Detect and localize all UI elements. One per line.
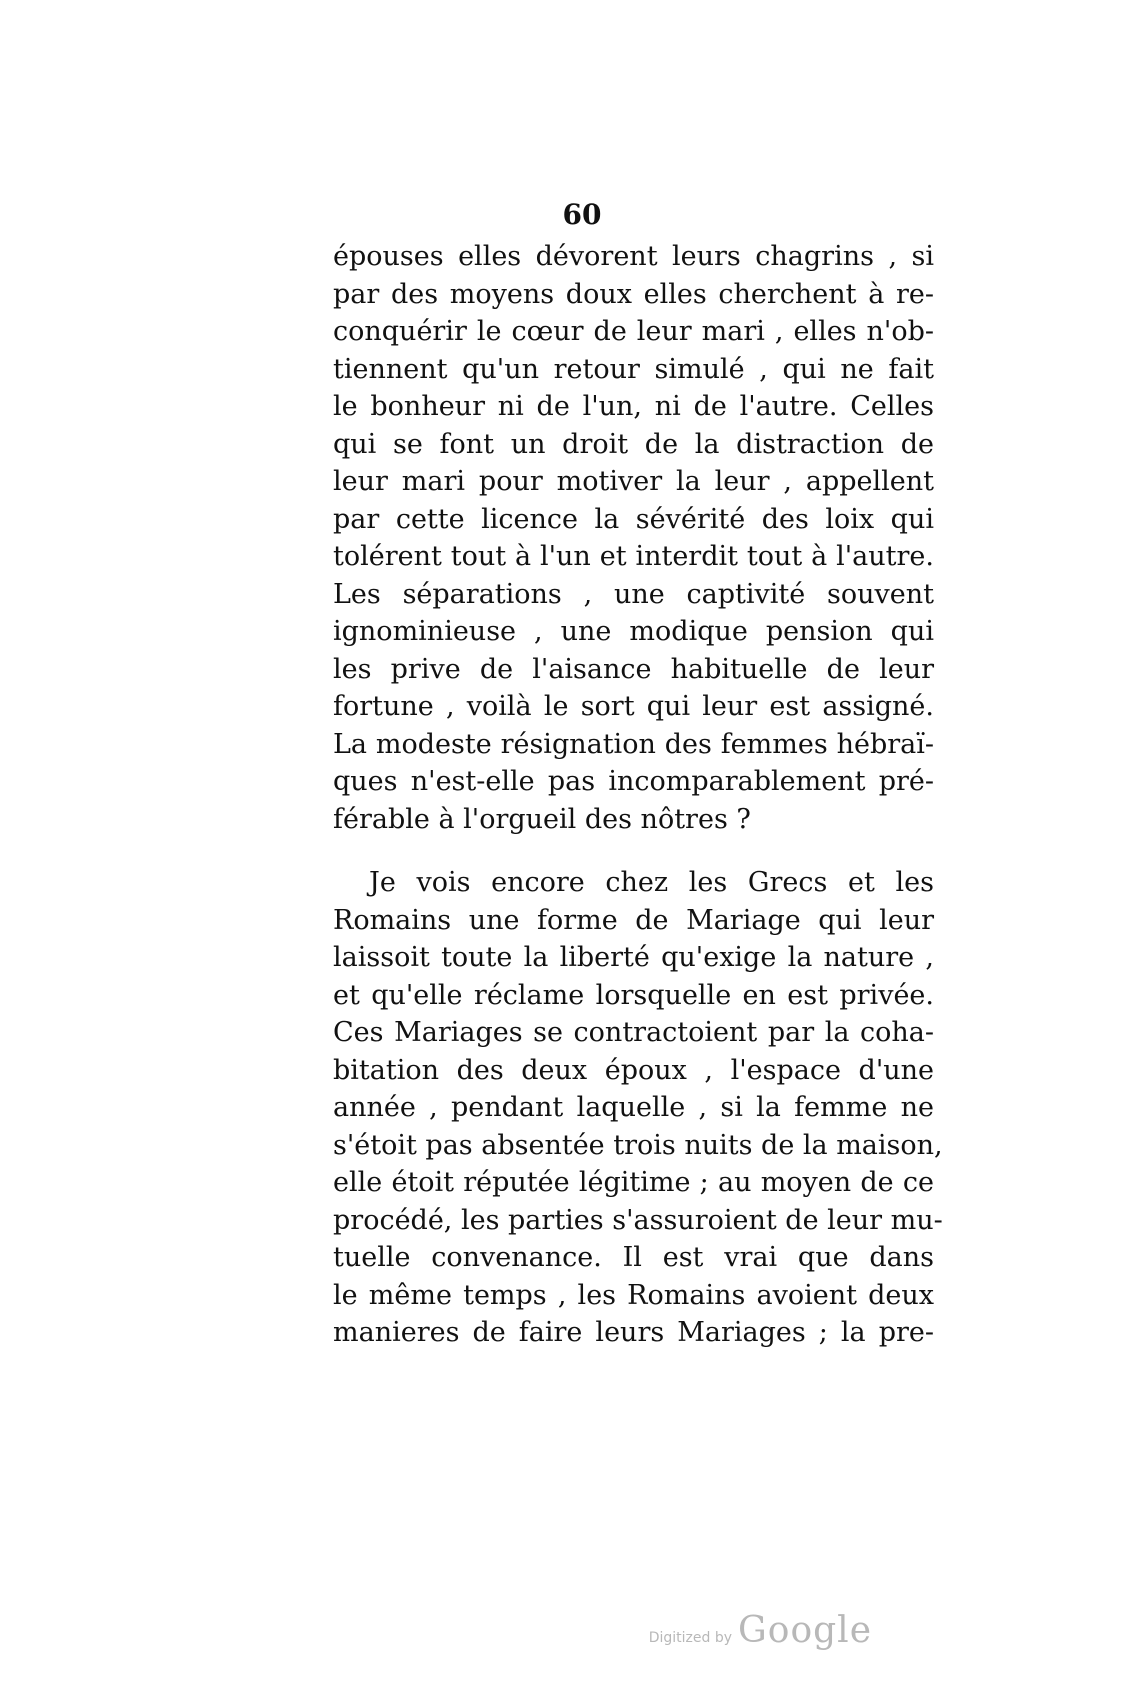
text-line: épouses elles dévorent leurs chagrins , si — [333, 241, 934, 272]
text-line: tuelle convenance. Il est vrai que dans — [333, 1242, 934, 1273]
digitized-by-google-watermark — [649, 1610, 872, 1651]
paragraph-2 — [333, 864, 943, 1352]
text-line: et qu'elle réclame lorsquelle en est privée. — [333, 979, 934, 1011]
text-line: bitation des deux époux , l'espace d'une — [333, 1054, 934, 1086]
text-line: année , pendant laquelle , si la femme ne — [333, 1092, 934, 1123]
text-line: le même temps , les Romains avoient deux — [333, 1279, 934, 1311]
text-line: procédé, les parties s'assuroient de leur mu- — [333, 1204, 943, 1236]
text-line: Romains une forme de Mariage qui leur — [333, 904, 934, 936]
text-line: qui se font un droit de la distraction de — [333, 428, 934, 460]
page-number: 60 — [562, 198, 602, 231]
google-logo: Google — [738, 1610, 872, 1651]
text-line: elle étoit réputée légitime ; au moyen de ce — [333, 1167, 934, 1198]
text-line: conquérir le cœur de leur mari , elles n'ob- — [333, 316, 934, 347]
text-line: leur mari pour motiver la leur , appellent — [333, 466, 934, 497]
text-line: Je vois encore chez les Grecs et les — [369, 867, 934, 898]
text-line: le bonheur ni de l'un, ni de l'autre. Celles — [333, 391, 934, 422]
text-line: s'étoit pas absentée trois nuits de la maison, — [333, 1129, 943, 1161]
text-line: fortune , voilà le sort qui leur est assigné. — [333, 691, 934, 722]
text-line: Les séparations , une captivité souvent — [333, 578, 934, 610]
text-line: par des moyens doux elles cherchent à re- — [333, 278, 934, 310]
text-line: férable à l'orgueil des nôtres ? — [333, 803, 751, 835]
text-line: les prive de l'aisance habituelle de leur — [333, 653, 934, 685]
text-line: manieres de faire leurs Mariages ; la pre- — [333, 1317, 934, 1348]
text-line: ignominieuse , une modique pension qui — [333, 616, 934, 647]
text-line: laissoit toute la liberté qu'exige la nature , — [333, 942, 934, 973]
watermark-prefix: Digitized by — [648, 1630, 733, 1646]
text-line: tiennent qu'un retour simulé , qui ne fait — [333, 353, 934, 385]
text-line: ques n'est-elle pas incomparablement pré- — [333, 766, 934, 797]
paragraph-1 — [333, 238, 934, 838]
text-line: par cette licence la sévérité des loix qui — [333, 503, 934, 535]
text-line: Ces Mariages se contractoient par la coha- — [333, 1017, 934, 1048]
text-line: tolérent tout à l'un et interdit tout à l'autre. — [333, 541, 934, 572]
text-line: La modeste résignation des femmes hébraï- — [333, 728, 934, 760]
